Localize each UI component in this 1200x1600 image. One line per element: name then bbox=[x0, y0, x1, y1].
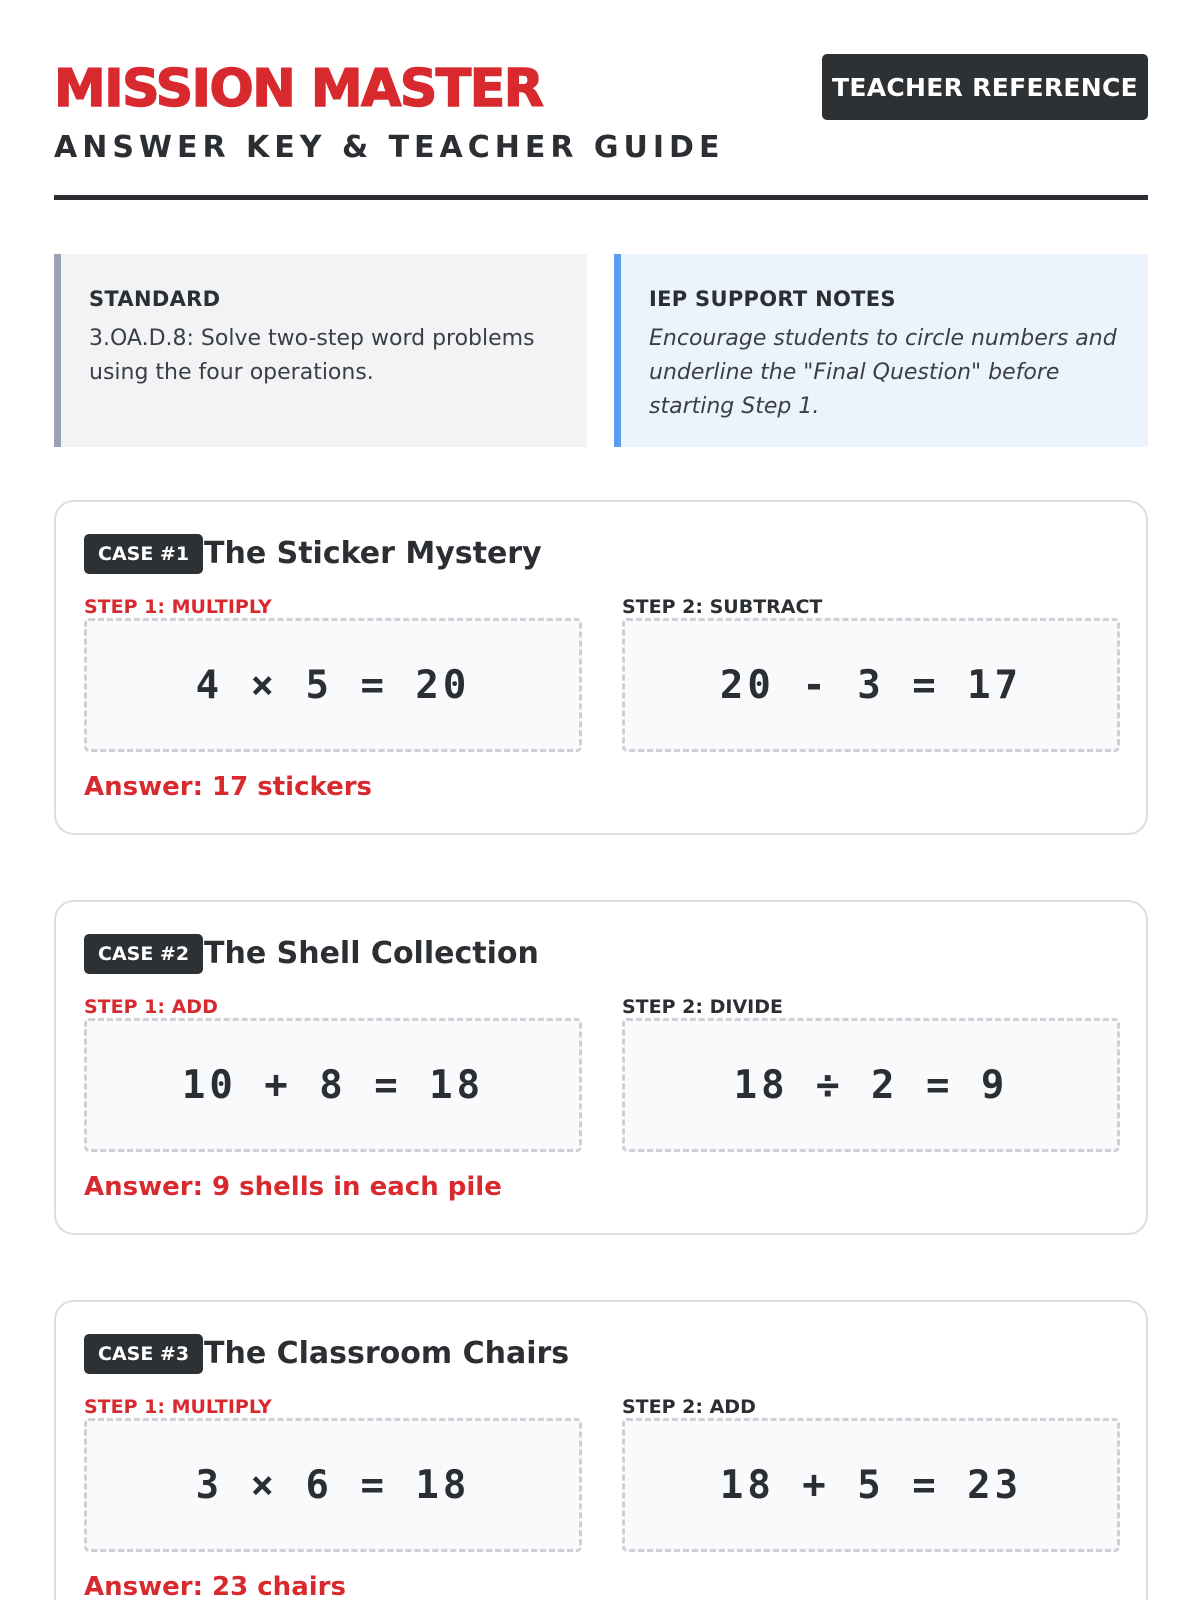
case-answer: Answer: 9 shells in each pile bbox=[84, 1172, 502, 1202]
step1-equation: 4 × 5 = 20 bbox=[84, 618, 582, 752]
step1-equation: 10 + 8 = 18 bbox=[84, 1018, 582, 1152]
case-card-2 bbox=[54, 900, 1148, 1235]
standard-text: 3.OA.D.8: Solve two-step word problems using the four operations. bbox=[89, 326, 535, 385]
standard-note bbox=[54, 254, 587, 447]
case-card-1 bbox=[54, 500, 1148, 835]
iep-support-note bbox=[614, 254, 1148, 447]
step1-label: STEP 1: MULTIPLY bbox=[84, 596, 272, 618]
case-title: The Sticker Mystery bbox=[204, 536, 542, 571]
case-title: The Shell Collection bbox=[204, 936, 539, 971]
teacher-reference-badge: TEACHER REFERENCE bbox=[822, 54, 1148, 120]
iep-text: Encourage students to circle numbers and underline the "Final Question" before starting Step 1. bbox=[649, 326, 1117, 419]
page-title: MISSION MASTER bbox=[54, 59, 543, 119]
step2-equation: 18 + 5 = 23 bbox=[622, 1418, 1120, 1552]
iep-label: IEP SUPPORT NOTES bbox=[649, 287, 896, 311]
step1-label: STEP 1: MULTIPLY bbox=[84, 1396, 272, 1418]
case-tag: CASE #2 bbox=[84, 934, 203, 974]
step2-equation: 20 - 3 = 17 bbox=[622, 618, 1120, 752]
case-tag: CASE #1 bbox=[84, 534, 203, 574]
step2-label: STEP 2: ADD bbox=[622, 1396, 756, 1418]
step1-label: STEP 1: ADD bbox=[84, 996, 218, 1018]
case-answer: Answer: 23 chairs bbox=[84, 1572, 346, 1600]
page-subtitle: ANSWER KEY & TEACHER GUIDE bbox=[54, 130, 725, 165]
case-answer: Answer: 17 stickers bbox=[84, 772, 373, 802]
case-title: The Classroom Chairs bbox=[204, 1336, 570, 1371]
step2-label: STEP 2: DIVIDE bbox=[622, 996, 783, 1018]
page-header bbox=[54, 54, 1148, 200]
step2-equation: 18 ÷ 2 = 9 bbox=[622, 1018, 1120, 1152]
case-card-3 bbox=[54, 1300, 1148, 1600]
step1-equation: 3 × 6 = 18 bbox=[84, 1418, 582, 1552]
standard-label: STANDARD bbox=[89, 287, 221, 311]
step2-label: STEP 2: SUBTRACT bbox=[622, 596, 823, 618]
case-tag: CASE #3 bbox=[84, 1334, 203, 1374]
